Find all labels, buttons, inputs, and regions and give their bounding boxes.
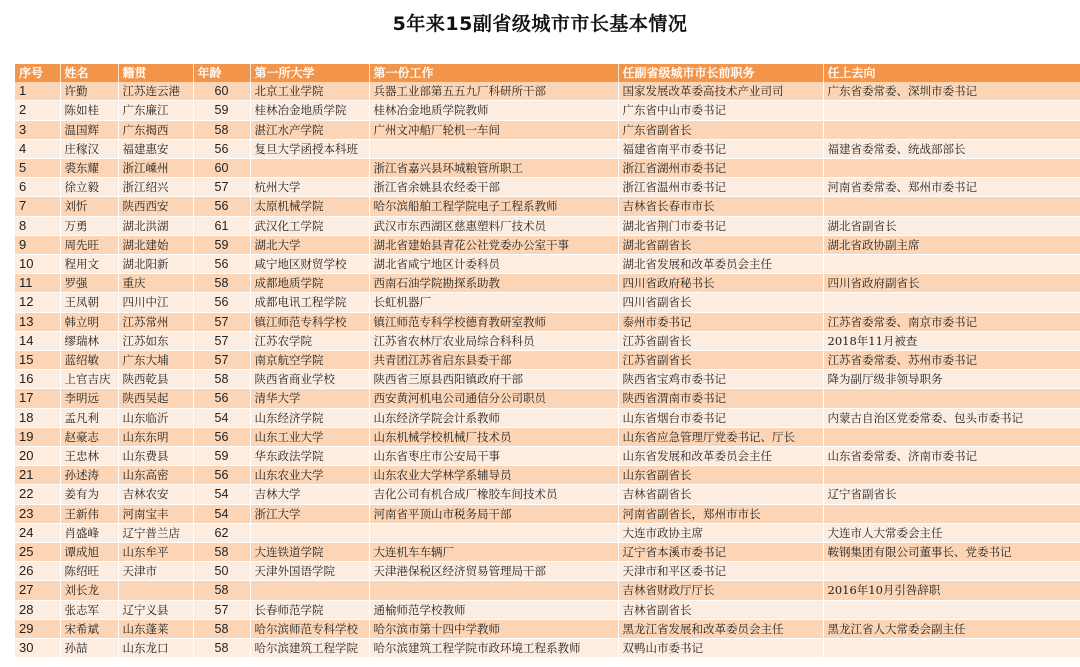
cell-age: 56: [193, 293, 250, 312]
cell-first-university: 天津外国语学院: [250, 562, 369, 581]
cell-hometown: 广东大埔: [118, 351, 193, 370]
cell-name: 上官吉庆: [60, 370, 118, 389]
cell-previous-post: 四川省政府秘书长: [618, 274, 823, 293]
cell-destination: 内蒙古自治区党委常委、包头市委书记: [823, 408, 1080, 427]
cell-hometown: 浙江嵊州: [118, 159, 193, 178]
cell-first-university: 北京工业学院: [250, 82, 369, 101]
cell-first-university: 湛江水产学院: [250, 120, 369, 139]
cell-hometown: 陕西吴起: [118, 389, 193, 408]
cell-hometown: 山东费县: [118, 447, 193, 466]
cell-no: 22: [15, 485, 60, 504]
cell-destination: 四川省政府副省长: [823, 274, 1080, 293]
cell-destination: [823, 389, 1080, 408]
cell-first-university: 武汉化工学院: [250, 216, 369, 235]
table-row: [15, 178, 1080, 197]
cell-hometown: 湖北建始: [118, 235, 193, 254]
cell-hometown: 山东高密: [118, 466, 193, 485]
cell-no: 14: [15, 331, 60, 350]
cell-first-university: 湖北大学: [250, 235, 369, 254]
cell-first-university: 江苏农学院: [250, 331, 369, 350]
cell-name: 王凤朝: [60, 293, 118, 312]
cell-age: 58: [193, 639, 250, 658]
cell-first-university: 成都电讯工程学院: [250, 293, 369, 312]
table-row: [15, 370, 1080, 389]
table-row: [15, 639, 1080, 658]
header-first-job: 第一份工作: [369, 64, 618, 82]
cell-name: 王新伟: [60, 504, 118, 523]
cell-hometown: 山东临沂: [118, 408, 193, 427]
cell-hometown: 山东牟平: [118, 543, 193, 562]
cell-age: 59: [193, 101, 250, 120]
cell-previous-post: 吉林省副省长: [618, 485, 823, 504]
cell-first-job: 广州文冲船厂轮机一车间: [369, 120, 618, 139]
cell-hometown: 山东龙口: [118, 639, 193, 658]
cell-no: 3: [15, 120, 60, 139]
cell-first-university: 长春师范学院: [250, 600, 369, 619]
cell-previous-post: 吉林省财政厅厅长: [618, 581, 823, 600]
table-header-row: [15, 64, 1080, 82]
cell-first-university: 浙江大学: [250, 504, 369, 523]
cell-previous-post: 双鸭山市委书记: [618, 639, 823, 658]
cell-first-job: 陕西省三原县西阳镇政府干部: [369, 370, 618, 389]
cell-first-university: 山东工业大学: [250, 427, 369, 446]
cell-name: 宋希斌: [60, 619, 118, 638]
cell-first-job: 天津港保税区经济贸易管理局干部: [369, 562, 618, 581]
cell-first-job: 西南石油学院勘探系助教: [369, 274, 618, 293]
cell-hometown: 陕西西安: [118, 197, 193, 216]
cell-hometown: 辽宁义县: [118, 600, 193, 619]
cell-no: 17: [15, 389, 60, 408]
cell-hometown: 湖北阳新: [118, 255, 193, 274]
cell-destination: [823, 159, 1080, 178]
cell-first-university: 哈尔滨师范专科学校: [250, 619, 369, 638]
cell-name: 刘长龙: [60, 581, 118, 600]
cell-first-job: [369, 581, 618, 600]
header-name: 姓名: [60, 64, 118, 82]
cell-name: 许勤: [60, 82, 118, 101]
cell-destination: 江苏省委常委、苏州市委书记: [823, 351, 1080, 370]
header-hometown: 籍贯: [118, 64, 193, 82]
cell-hometown: [118, 581, 193, 600]
cell-destination: 2018年11月被查: [823, 331, 1080, 350]
cell-first-university: 咸宁地区财贸学校: [250, 255, 369, 274]
cell-first-job: 山东农业大学林学系辅导员: [369, 466, 618, 485]
cell-name: 庄稼汉: [60, 139, 118, 158]
cell-previous-post: 大连市政协主席: [618, 523, 823, 542]
cell-no: 11: [15, 274, 60, 293]
cell-no: 8: [15, 216, 60, 235]
cell-no: 7: [15, 197, 60, 216]
cell-destination: [823, 101, 1080, 120]
cell-destination: [823, 639, 1080, 658]
cell-previous-post: 黑龙江省发展和改革委员会主任: [618, 619, 823, 638]
cell-hometown: 山东东明: [118, 427, 193, 446]
cell-hometown: 天津市: [118, 562, 193, 581]
cell-age: 54: [193, 504, 250, 523]
cell-first-job: 山东机械学校机械厂技术员: [369, 427, 618, 446]
cell-hometown: 辽宁普兰店: [118, 523, 193, 542]
cell-previous-post: 福建省南平市委书记: [618, 139, 823, 158]
cell-first-university: [250, 159, 369, 178]
cell-age: 57: [193, 600, 250, 619]
cell-hometown: 山东蓬莱: [118, 619, 193, 638]
cell-previous-post: 湖北省副省长: [618, 235, 823, 254]
table-row: [15, 523, 1080, 542]
cell-first-job: 哈尔滨市第十四中学教师: [369, 619, 618, 638]
cell-previous-post: 吉林省副省长: [618, 600, 823, 619]
cell-previous-post: 陕西省渭南市委书记: [618, 389, 823, 408]
cell-age: 57: [193, 351, 250, 370]
cell-name: 蓝绍敏: [60, 351, 118, 370]
cell-hometown: 四川中江: [118, 293, 193, 312]
cell-first-university: 吉林大学: [250, 485, 369, 504]
cell-hometown: 江苏如东: [118, 331, 193, 350]
cell-first-job: 山东经济学院会计系教师: [369, 408, 618, 427]
table-row: [15, 159, 1080, 178]
cell-previous-post: 吉林省长春市市长: [618, 197, 823, 216]
cell-name: 肖盛峰: [60, 523, 118, 542]
cell-first-job: 湖北省咸宁地区计委科员: [369, 255, 618, 274]
table-row: [15, 466, 1080, 485]
cell-hometown: 广东揭西: [118, 120, 193, 139]
cell-no: 5: [15, 159, 60, 178]
cell-name: 陈绍旺: [60, 562, 118, 581]
cell-name: 程用文: [60, 255, 118, 274]
cell-age: 57: [193, 331, 250, 350]
header-first-university: 第一所大学: [250, 64, 369, 82]
cell-previous-post: 泰州市委书记: [618, 312, 823, 331]
cell-name: 孙喆: [60, 639, 118, 658]
cell-first-job: 镇江师范专科学校德育教研室教师: [369, 312, 618, 331]
cell-name: 孙述涛: [60, 466, 118, 485]
cell-name: 谭成旭: [60, 543, 118, 562]
table-row: [15, 274, 1080, 293]
cell-previous-post: 辽宁省本溪市委书记: [618, 543, 823, 562]
table-row: [15, 581, 1080, 600]
table-row: [15, 216, 1080, 235]
table-row: [15, 543, 1080, 562]
cell-name: 韩立明: [60, 312, 118, 331]
cell-destination: 湖北省副省长: [823, 216, 1080, 235]
cell-name: 赵豪志: [60, 427, 118, 446]
cell-age: 50: [193, 562, 250, 581]
cell-age: 60: [193, 159, 250, 178]
cell-age: 59: [193, 235, 250, 254]
cell-destination: 山东省委常委、济南市委书记: [823, 447, 1080, 466]
cell-destination: [823, 255, 1080, 274]
cell-first-university: 陕西省商业学校: [250, 370, 369, 389]
cell-age: 56: [193, 197, 250, 216]
cell-first-job: 浙江省余姚县农经委干部: [369, 178, 618, 197]
cell-name: 孟凡利: [60, 408, 118, 427]
cell-first-job: 哈尔滨船舶工程学院电子工程系教师: [369, 197, 618, 216]
table-row: [15, 447, 1080, 466]
cell-age: 56: [193, 427, 250, 446]
cell-first-job: 大连机车车辆厂: [369, 543, 618, 562]
cell-first-university: 太原机械学院: [250, 197, 369, 216]
cell-previous-post: 湖北省荆门市委书记: [618, 216, 823, 235]
mayor-table-container: [15, 64, 1080, 658]
cell-first-university: 镇江师范专科学校: [250, 312, 369, 331]
cell-name: 陈如桂: [60, 101, 118, 120]
table-row: [15, 504, 1080, 523]
cell-first-job: 长虹机器厂: [369, 293, 618, 312]
cell-no: 19: [15, 427, 60, 446]
cell-first-university: 桂林冶金地质学院: [250, 101, 369, 120]
cell-age: 61: [193, 216, 250, 235]
cell-age: 56: [193, 139, 250, 158]
cell-previous-post: 江苏省副省长: [618, 351, 823, 370]
cell-destination: [823, 120, 1080, 139]
cell-no: 23: [15, 504, 60, 523]
cell-destination: 鞍钢集团有限公司董事长、党委书记: [823, 543, 1080, 562]
cell-previous-post: 天津市和平区委书记: [618, 562, 823, 581]
cell-previous-post: 山东省烟台市委书记: [618, 408, 823, 427]
cell-destination: [823, 466, 1080, 485]
table-row: [15, 331, 1080, 350]
cell-no: 1: [15, 82, 60, 101]
cell-no: 20: [15, 447, 60, 466]
table-row: [15, 351, 1080, 370]
cell-no: 15: [15, 351, 60, 370]
header-age: 年龄: [193, 64, 250, 82]
cell-previous-post: 浙江省湖州市委书记: [618, 159, 823, 178]
cell-first-university: [250, 581, 369, 600]
cell-first-job: 兵器工业部第五五九厂科研所干部: [369, 82, 618, 101]
cell-hometown: 湖北洪湖: [118, 216, 193, 235]
cell-destination: [823, 504, 1080, 523]
cell-age: 57: [193, 178, 250, 197]
table-row: [15, 82, 1080, 101]
cell-name: 温国辉: [60, 120, 118, 139]
cell-previous-post: 广东省中山市委书记: [618, 101, 823, 120]
cell-first-job: 武汉市东西湖区慈惠塑料厂技术员: [369, 216, 618, 235]
cell-hometown: 河南宝丰: [118, 504, 193, 523]
cell-first-university: 大连铁道学院: [250, 543, 369, 562]
mayor-table: [15, 64, 1080, 658]
table-row: [15, 312, 1080, 331]
cell-hometown: 陕西乾县: [118, 370, 193, 389]
table-row: [15, 389, 1080, 408]
table-row: [15, 427, 1080, 446]
table-row: [15, 120, 1080, 139]
cell-first-job: 河南省平顶山市税务局干部: [369, 504, 618, 523]
cell-destination: [823, 600, 1080, 619]
cell-first-job: 山东省枣庄市公安局干事: [369, 447, 618, 466]
header-no: 序号: [15, 64, 60, 82]
cell-first-job: [369, 523, 618, 542]
cell-previous-post: 四川省副省长: [618, 293, 823, 312]
cell-hometown: 重庆: [118, 274, 193, 293]
cell-first-job: 江苏省农林厅农业局综合科科员: [369, 331, 618, 350]
cell-no: 21: [15, 466, 60, 485]
cell-name: 缪瑞林: [60, 331, 118, 350]
cell-first-job: 吉化公司有机合成厂橡胶车间技术员: [369, 485, 618, 504]
cell-previous-post: 山东省发展和改革委员会主任: [618, 447, 823, 466]
cell-first-university: 山东农业大学: [250, 466, 369, 485]
cell-destination: 湖北省政协副主席: [823, 235, 1080, 254]
cell-age: 58: [193, 543, 250, 562]
cell-destination: 大连市人大常委会主任: [823, 523, 1080, 542]
cell-no: 9: [15, 235, 60, 254]
cell-destination: 降为副厅级非领导职务: [823, 370, 1080, 389]
cell-no: 12: [15, 293, 60, 312]
cell-first-job: [369, 139, 618, 158]
cell-first-university: 华东政法学院: [250, 447, 369, 466]
cell-name: 刘忻: [60, 197, 118, 216]
cell-previous-post: 陕西省宝鸡市委书记: [618, 370, 823, 389]
cell-age: 58: [193, 274, 250, 293]
cell-age: 59: [193, 447, 250, 466]
table-row: [15, 293, 1080, 312]
table-row: [15, 139, 1080, 158]
cell-first-university: 复旦大学函授本科班: [250, 139, 369, 158]
cell-previous-post: 湖北省发展和改革委员会主任: [618, 255, 823, 274]
cell-name: 裘东耀: [60, 159, 118, 178]
cell-no: 18: [15, 408, 60, 427]
page-title: 5年来15副省级城市市长基本情况: [392, 13, 688, 35]
cell-age: 54: [193, 485, 250, 504]
cell-name: 万勇: [60, 216, 118, 235]
cell-previous-post: 江苏省副省长: [618, 331, 823, 350]
table-row: [15, 101, 1080, 120]
cell-hometown: 吉林农安: [118, 485, 193, 504]
cell-name: 徐立毅: [60, 178, 118, 197]
cell-name: 张志军: [60, 600, 118, 619]
cell-no: 13: [15, 312, 60, 331]
table-row: [15, 197, 1080, 216]
cell-name: 王忠林: [60, 447, 118, 466]
cell-destination: 2016年10月引咎辞职: [823, 581, 1080, 600]
cell-destination: [823, 197, 1080, 216]
cell-first-job: 湖北省建始县青花公社党委办公室干事: [369, 235, 618, 254]
table-row: [15, 408, 1080, 427]
cell-destination: 广东省委常委、深圳市委书记: [823, 82, 1080, 101]
cell-no: 24: [15, 523, 60, 542]
cell-name: 罗强: [60, 274, 118, 293]
cell-destination: [823, 427, 1080, 446]
cell-first-university: 南京航空学院: [250, 351, 369, 370]
cell-destination: 福建省委常委、统战部部长: [823, 139, 1080, 158]
cell-destination: 黑龙江省人大常委会副主任: [823, 619, 1080, 638]
cell-name: 李明远: [60, 389, 118, 408]
cell-age: 56: [193, 255, 250, 274]
cell-name: 周先旺: [60, 235, 118, 254]
cell-no: 4: [15, 139, 60, 158]
cell-no: 26: [15, 562, 60, 581]
table-row: [15, 600, 1080, 619]
cell-age: 57: [193, 312, 250, 331]
table-row: [15, 235, 1080, 254]
header-destination: 任上去向: [823, 64, 1080, 82]
cell-hometown: 广东廉江: [118, 101, 193, 120]
cell-destination: 江苏省委常委、南京市委书记: [823, 312, 1080, 331]
cell-no: 6: [15, 178, 60, 197]
header-previous-post: 任副省级城市市长前职务: [618, 64, 823, 82]
cell-no: 28: [15, 600, 60, 619]
cell-first-job: 共青团江苏省启东县委干部: [369, 351, 618, 370]
cell-no: 27: [15, 581, 60, 600]
cell-hometown: 浙江绍兴: [118, 178, 193, 197]
cell-first-university: 杭州大学: [250, 178, 369, 197]
cell-no: 16: [15, 370, 60, 389]
cell-age: 56: [193, 466, 250, 485]
cell-hometown: 江苏连云港: [118, 82, 193, 101]
cell-no: 30: [15, 639, 60, 658]
cell-age: 62: [193, 523, 250, 542]
cell-age: 54: [193, 408, 250, 427]
cell-no: 25: [15, 543, 60, 562]
table-row: [15, 485, 1080, 504]
table-row: [15, 562, 1080, 581]
cell-previous-post: 山东省副省长: [618, 466, 823, 485]
cell-destination: 河南省委常委、郑州市委书记: [823, 178, 1080, 197]
cell-age: 58: [193, 370, 250, 389]
cell-name: 姜有为: [60, 485, 118, 504]
cell-no: 2: [15, 101, 60, 120]
cell-first-job: 哈尔滨建筑工程学院市政环境工程系教师: [369, 639, 618, 658]
cell-age: 60: [193, 82, 250, 101]
cell-no: 10: [15, 255, 60, 274]
cell-hometown: 福建惠安: [118, 139, 193, 158]
cell-previous-post: 广东省副省长: [618, 120, 823, 139]
cell-first-university: 哈尔滨建筑工程学院: [250, 639, 369, 658]
cell-previous-post: 国家发展改革委高技术产业司司: [618, 82, 823, 101]
cell-previous-post: 河南省副省长，郑州市市长: [618, 504, 823, 523]
cell-first-job: 浙江省嘉兴县环城粮管所职工: [369, 159, 618, 178]
cell-destination: [823, 562, 1080, 581]
cell-first-job: 通榆师范学校教师: [369, 600, 618, 619]
cell-first-job: 桂林冶金地质学院教师: [369, 101, 618, 120]
table-row: [15, 255, 1080, 274]
cell-previous-post: 浙江省温州市委书记: [618, 178, 823, 197]
cell-no: 29: [15, 619, 60, 638]
cell-age: 56: [193, 389, 250, 408]
cell-first-university: 成都地质学院: [250, 274, 369, 293]
cell-destination: [823, 293, 1080, 312]
cell-previous-post: 山东省应急管理厅党委书记、厅长: [618, 427, 823, 446]
cell-first-university: [250, 523, 369, 542]
cell-first-university: 山东经济学院: [250, 408, 369, 427]
table-row: [15, 619, 1080, 638]
cell-destination: 辽宁省副省长: [823, 485, 1080, 504]
cell-age: 58: [193, 120, 250, 139]
cell-first-university: 清华大学: [250, 389, 369, 408]
cell-hometown: 江苏常州: [118, 312, 193, 331]
cell-age: 58: [193, 619, 250, 638]
cell-age: 58: [193, 581, 250, 600]
cell-first-job: 西安黄河机电公司通信分公司职员: [369, 389, 618, 408]
